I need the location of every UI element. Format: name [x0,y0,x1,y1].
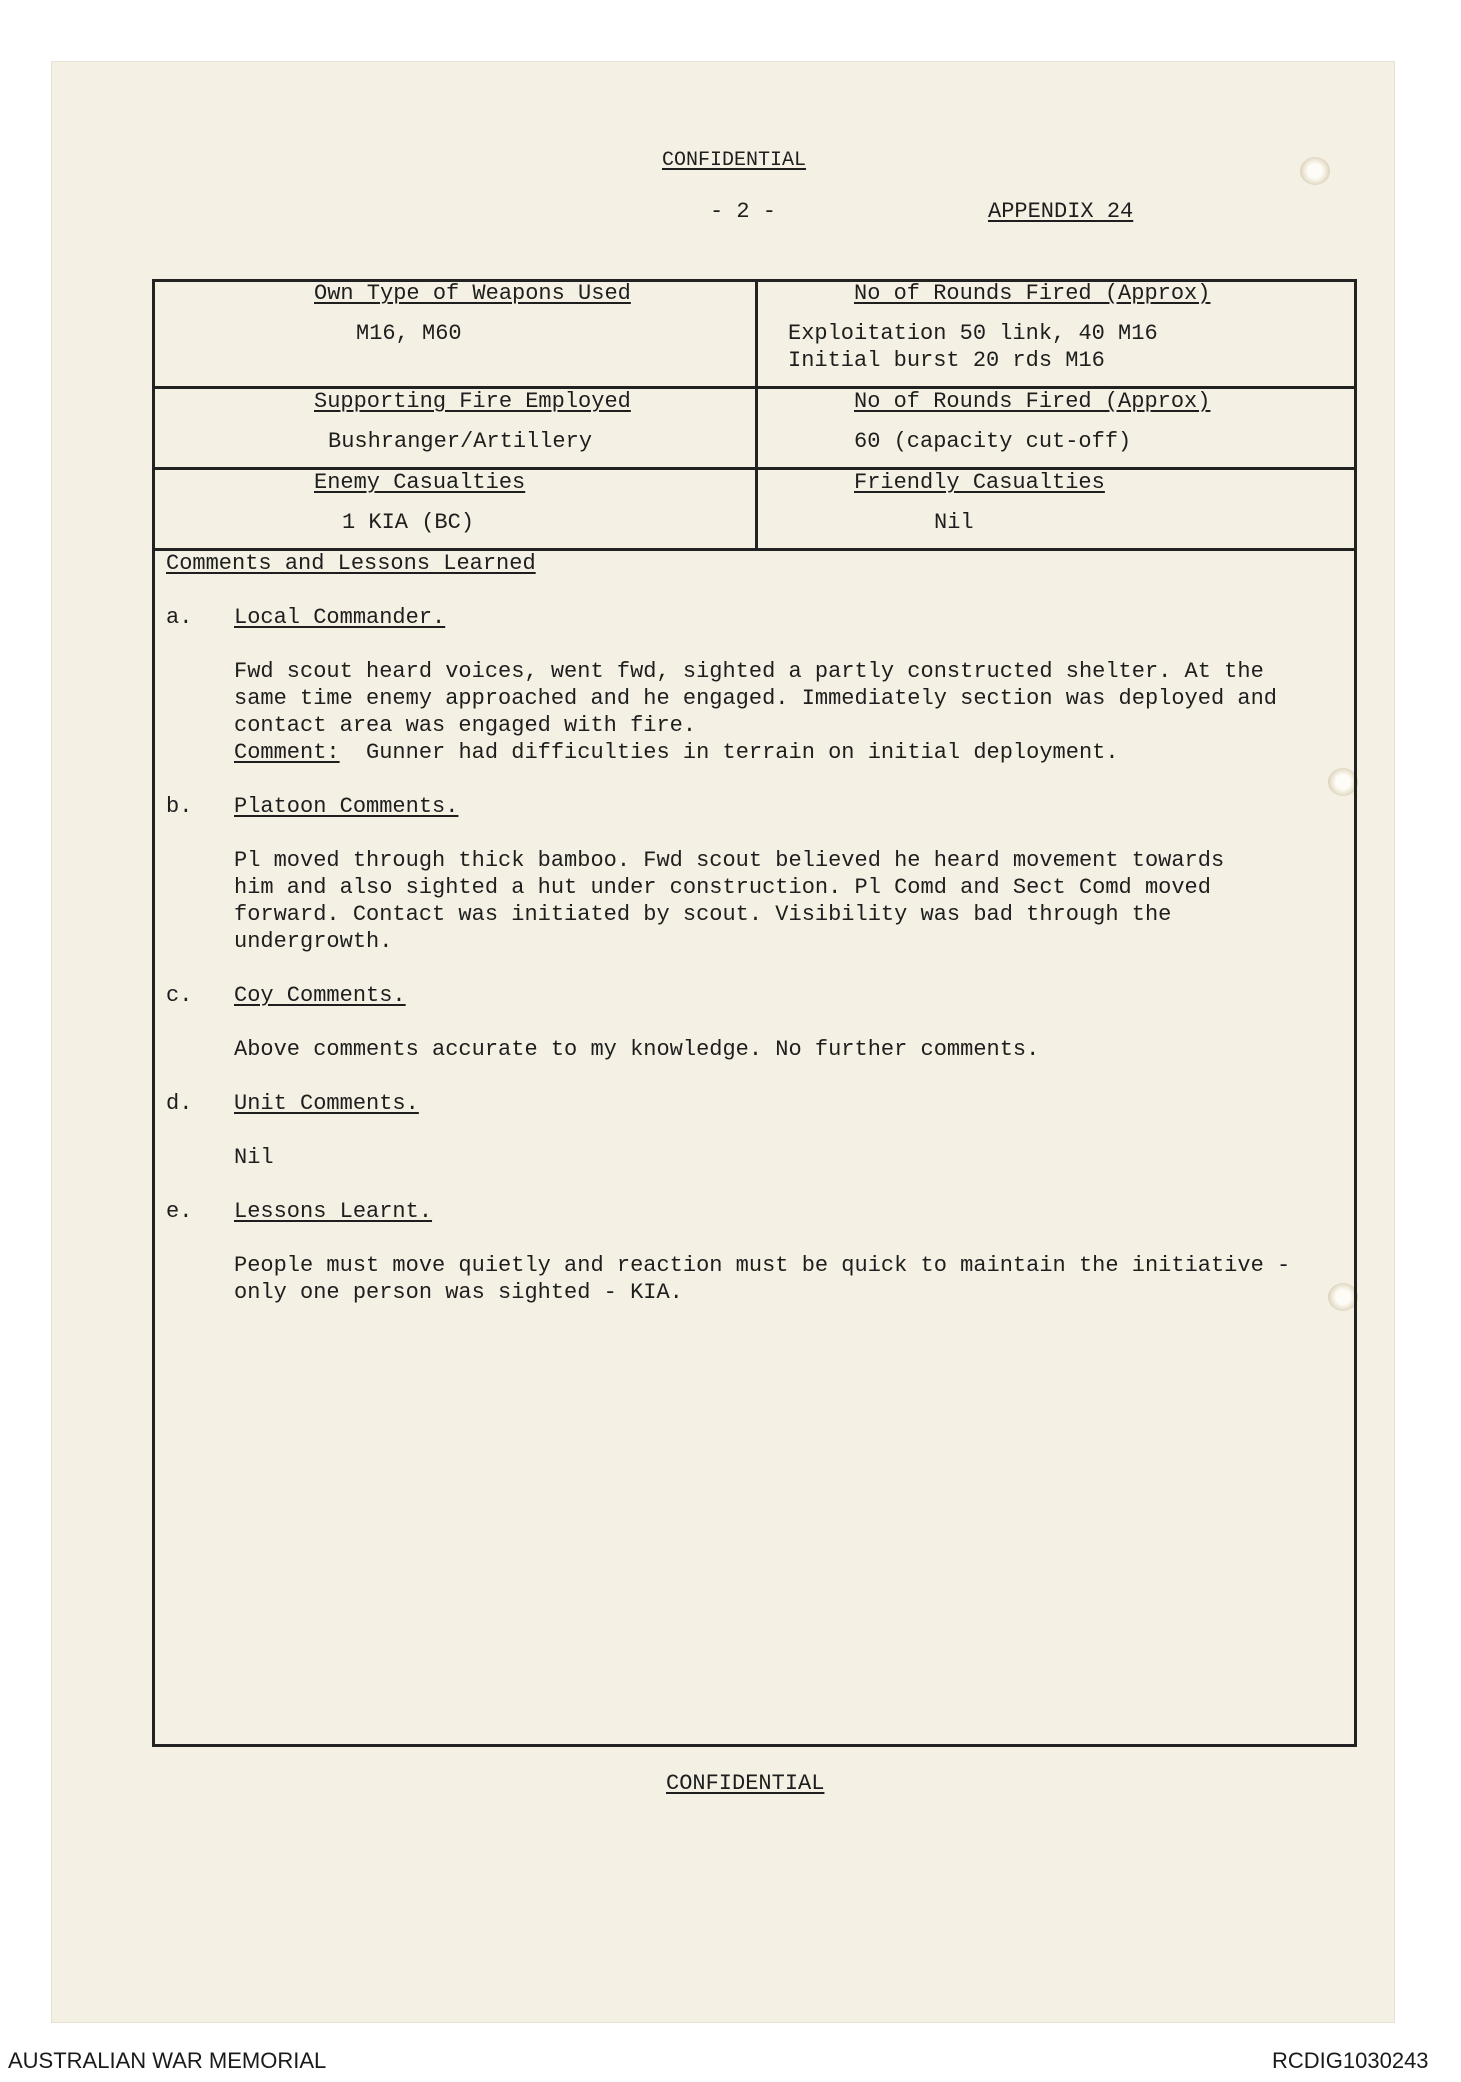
section-title-unit: Unit Comments. [234,1091,419,1116]
friendly-casualties-value: Nil [934,510,974,535]
enemy-casualties-value: 1 KIA (BC) [342,510,475,535]
section-letter: c. [166,983,193,1008]
paragraph-line: same time enemy approached and he engaged. Immediately section was deployed and [234,686,1277,711]
section-title-lessons: Lessons Learnt. [234,1199,433,1224]
paragraph-line: undergrowth. [234,929,393,954]
comment-label: Comment: [234,740,340,765]
enemy-casualties-heading: Enemy Casualties [314,470,526,495]
classification-footer: CONFIDENTIAL [666,1771,825,1796]
table-border-left [152,279,155,1747]
table-border-right [1354,279,1357,1747]
rounds-fired-value-line: Initial burst 20 rds M16 [788,348,1105,373]
rounds-fired-value-line: Exploitation 50 link, 40 M16 [788,321,1158,346]
rounds-fired-heading: No of Rounds Fired (Approx) [854,281,1211,306]
section-title-platoon: Platoon Comments. [234,794,459,819]
archive-institution: AUSTRALIAN WAR MEMORIAL [8,2048,327,2073]
appendix-label: APPENDIX 24 [988,199,1134,224]
section-title-coy: Coy Comments. [234,983,406,1008]
weapons-used-value: M16, M60 [356,321,462,346]
rounds-fired-value-2: 60 (capacity cut-off) [854,429,1132,454]
rounds-fired-heading-2: No of Rounds Fired (Approx) [854,389,1211,414]
comment-text: Gunner had difficulties in terrain on initial deployment. [339,740,1119,765]
paragraph-line: forward. Contact was initiated by scout. Visibility was bad through the [234,902,1172,927]
supporting-fire-heading: Supporting Fire Employed [314,389,631,414]
table-column-divider [755,279,758,551]
supporting-fire-value: Bushranger/Artillery [328,429,593,454]
punch-hole [1300,157,1330,185]
archive-reference: RCDIG1030243 [1272,2048,1429,2073]
section-title-local-commander: Local Commander. [234,605,446,630]
table-border-bottom [152,1744,1357,1747]
paragraph-line: contact area was engaged with fire. [234,713,697,738]
section-letter: e. [166,1199,193,1224]
classification-header: CONFIDENTIAL [662,149,807,172]
comment-line [234,739,1119,766]
paragraph-line: only one person was sighted - KIA. [234,1280,683,1305]
friendly-casualties-heading: Friendly Casualties [854,470,1105,495]
page-number: - 2 - [710,199,777,224]
paragraph-line: him and also sighted a hut under construction. Pl Comd and Sect Comd moved [234,875,1211,900]
section-letter: b. [166,794,193,819]
paragraph-line: Above comments accurate to my knowledge. No further comments. [234,1037,1040,1062]
paragraph-line: Nil [234,1145,274,1170]
paragraph-line: Fwd scout heard voices, went fwd, sighted a partly constructed shelter. At the [234,659,1264,684]
section-letter: a. [166,605,193,630]
paragraph-line: Pl moved through thick bamboo. Fwd scout believed he heard movement towards [234,848,1225,873]
weapons-used-heading: Own Type of Weapons Used [314,281,631,306]
comments-heading: Comments and Lessons Learned [166,551,536,576]
paragraph-line: People must move quietly and reaction must be quick to maintain the initiative - [234,1253,1291,1278]
section-letter: d. [166,1091,193,1116]
